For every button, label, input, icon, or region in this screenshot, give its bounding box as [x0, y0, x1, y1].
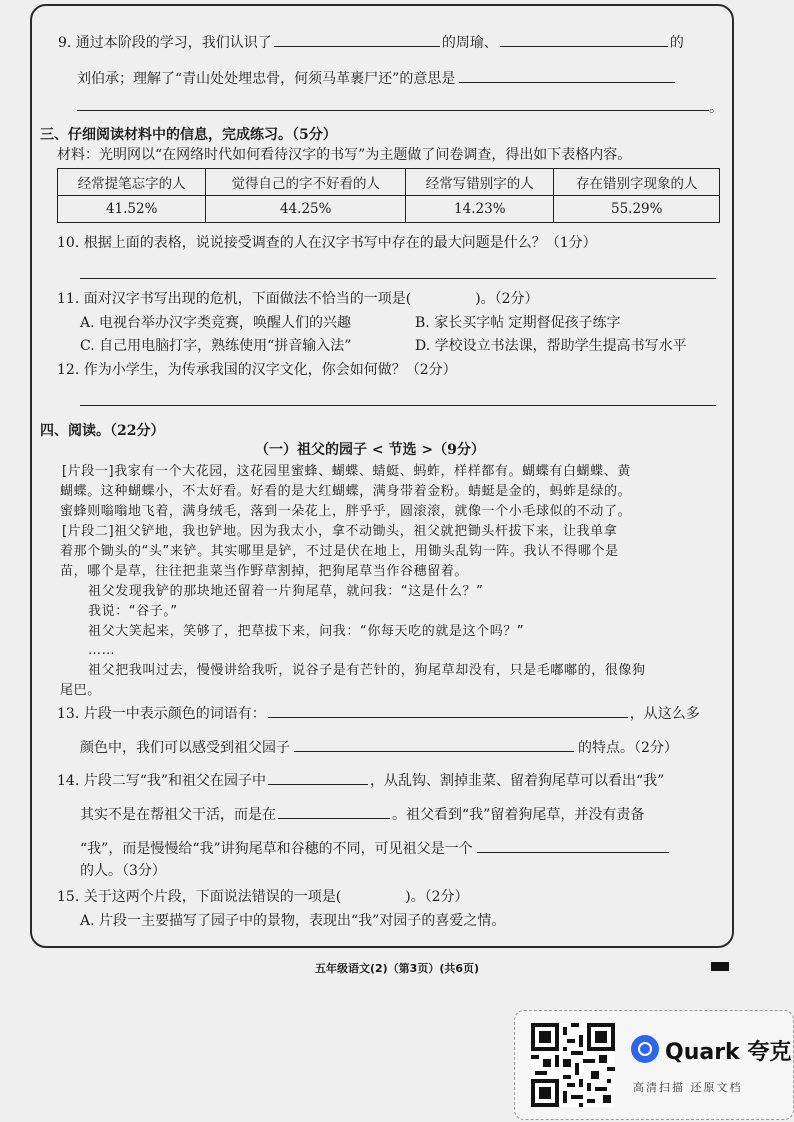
q10-text: 10. 根据上面的表格，说说接受调查的人在汉字书写中存在的最大问题是什么？（1分）: [57, 235, 597, 251]
q9-end-mark: 。: [709, 100, 723, 116]
q11-line: [57, 290, 539, 308]
table-header-cell: 经常提笔忘字的人: [58, 169, 206, 196]
table-row: [58, 196, 720, 223]
q12-text: 12. 作为小学生，为传承我国的汉字文化，你会如何做？（2分）: [57, 362, 457, 378]
passage-line: 蜜蜂则嗡嗡地飞着，满身绒毛，落到一朵花上，胖乎乎，圆滚滚，就像一个小毛球似的不动了。: [60, 504, 632, 519]
q9-blank-1[interactable]: [274, 32, 440, 47]
survey-table: [57, 168, 720, 223]
passage-line: ……: [88, 643, 116, 658]
table-header-cell: 觉得自己的字不好看的人: [206, 169, 406, 196]
q14-line1: [57, 770, 664, 790]
q14-line2: [80, 804, 644, 824]
passage-line: 我说：“谷子。”: [88, 604, 178, 619]
q11-option-d[interactable]: D. 学校设立书法课，帮助学生提高书写水平: [415, 338, 687, 354]
table-cell: 55.29%: [554, 196, 720, 223]
q14-line4: 的人。（3分）: [80, 863, 166, 879]
q9-text-c: 的: [669, 35, 684, 51]
q9-line1: [58, 32, 684, 52]
passage-line: 祖父发现我铲的那块地还留着一片狗尾草，就问我：“这是什么？”: [88, 584, 484, 599]
q11-end: )。（2分）: [475, 291, 539, 307]
page-footer: 五年级语文(2)（第3页）(共6页): [314, 962, 480, 975]
passage-line: [片段二]祖父铲地，我也铲地。因为我太小，拿不动锄头，祖父就把锄头杆拔下来，让我单拿: [62, 524, 618, 539]
q14-text-c: 其实不是在帮祖父干活，而是在: [80, 807, 276, 823]
q9-blank-3[interactable]: [459, 68, 675, 83]
q9-text-d: 刘伯承；理解了“青山处处埋忠骨，何须马革裹尸还”的意思是: [77, 71, 456, 87]
q15-line: [57, 888, 469, 906]
table-header-cell: 存在错别字现象的人: [554, 169, 720, 196]
q11-text: 11. 面对汉字书写出现的危机，下面做法不恰当的一项是(: [57, 291, 412, 307]
q9-text-a: 9. 通过本阶段的学习，我们认识了: [58, 35, 272, 51]
q14-blank-2[interactable]: [278, 804, 390, 819]
alignment-mark: [711, 962, 729, 971]
q11-option-a[interactable]: A. 电视台举办汉字类竞赛，唤醒人们的兴趣: [80, 315, 352, 331]
q12-answer-line[interactable]: [80, 405, 716, 406]
q11-option-c[interactable]: C. 自己用电脑打字，熟练使用“拼音输入法”: [80, 338, 352, 354]
q15-option-a[interactable]: A. 片段一主要描写了园子中的景物，表现出“我”对园子的喜爱之情。: [80, 913, 506, 929]
qr-code-icon[interactable]: [531, 1023, 615, 1107]
q9-blank-2[interactable]: [500, 32, 668, 47]
q15-end: )。（2分）: [405, 889, 469, 905]
q10-answer-line[interactable]: [80, 278, 716, 279]
q14-text-b: ，从乱钩、割掉韭菜、留着狗尾草可以看出“我”: [370, 773, 665, 789]
passage-line: [片段一]我家有一个大花园，这花园里蜜蜂、蝴蝶、蜻蜓、蚂蚱，样样都有。蝴蝶有白蝴蝶、黄: [62, 464, 631, 479]
q9-answer-line[interactable]: [77, 110, 709, 111]
table-cell: 14.23%: [406, 196, 554, 223]
quark-logo-icon: [631, 1035, 659, 1063]
q14-line3: [80, 838, 669, 858]
quark-watermark: [514, 1010, 794, 1120]
q14-text-d: 。祖父看到“我”留着狗尾草，并没有责备: [392, 807, 645, 823]
q13-blank-2[interactable]: [294, 737, 574, 752]
passage-line: 祖父把我叫过去，慢慢讲给我听，说谷子是有芒针的，狗尾草却没有，只是毛嘟嘟的，很像狗: [88, 663, 646, 678]
q9-text-b: 的周瑜、: [441, 35, 498, 51]
q15-text: 15. 关于这两个片段，下面说法错误的一项是(: [57, 889, 342, 905]
passage-line: 苗，哪个是草，往往把韭菜当作野草割掉，把狗尾草当作谷穗留着。: [60, 564, 469, 579]
q14-text-e: “我”，而是慢慢给“我”讲狗尾草和谷穗的不同，可见祖父是一个: [80, 841, 473, 857]
q11-option-b[interactable]: B. 家长买字帖 定期督促孩子练字: [415, 315, 621, 331]
passage-line: 着那个锄头的“头”来铲。其实哪里是铲，不过是伏在地上，用锄头乱钩一阵。我认不得哪个是: [60, 544, 619, 559]
table-cell: 44.25%: [206, 196, 406, 223]
q13-line2: [80, 737, 678, 757]
passage-line: 尾巴。: [60, 683, 101, 698]
q13-text-c: 颜色中，我们可以感受到祖父园子: [80, 740, 290, 756]
q13-blank-1[interactable]: [268, 703, 628, 718]
quark-brand: Quark 夸克: [665, 1040, 792, 1065]
passage-title: （一）祖父的园子 < 节选 >（9分）: [255, 442, 485, 458]
q13-text-b: ，从这么多: [629, 706, 700, 722]
q14-blank-1[interactable]: [268, 770, 368, 785]
passage-line: 蝴蝶。这种蝴蝶小，不太好看。好看的是大红蝴蝶，满身带着金粉。蜻蜓是金的，蚂蚱是绿的。: [60, 484, 632, 499]
section3-material: 材料：光明网以“在网络时代如何看待汉字的书写”为主题做了问卷调查，得出如下表格内容。: [57, 147, 632, 163]
q13-text-d: 的特点。（2分）: [578, 740, 678, 756]
quark-tagline: 高清扫描 还原文档: [633, 1081, 743, 1094]
q14-text-a: 14. 片段二写“我”和祖父在园子中: [57, 773, 267, 789]
q13-text-a: 13. 片段一中表示颜色的词语有：: [57, 706, 266, 722]
q14-blank-3[interactable]: [477, 838, 669, 853]
section3-heading: 三、仔细阅读材料中的信息，完成练习。（5分）: [40, 127, 337, 143]
q9-line2: [77, 68, 675, 88]
section4-heading: 四、阅读。（22分）: [40, 423, 165, 439]
table-header-row: [58, 169, 720, 196]
table-header-cell: 经常写错别字的人: [406, 169, 554, 196]
table-cell: 41.52%: [58, 196, 206, 223]
passage-line: 祖父大笑起来，笑够了，把草拔下来，问我：“你每天吃的就是这个吗？”: [88, 624, 525, 639]
q13-line1: [57, 703, 700, 723]
